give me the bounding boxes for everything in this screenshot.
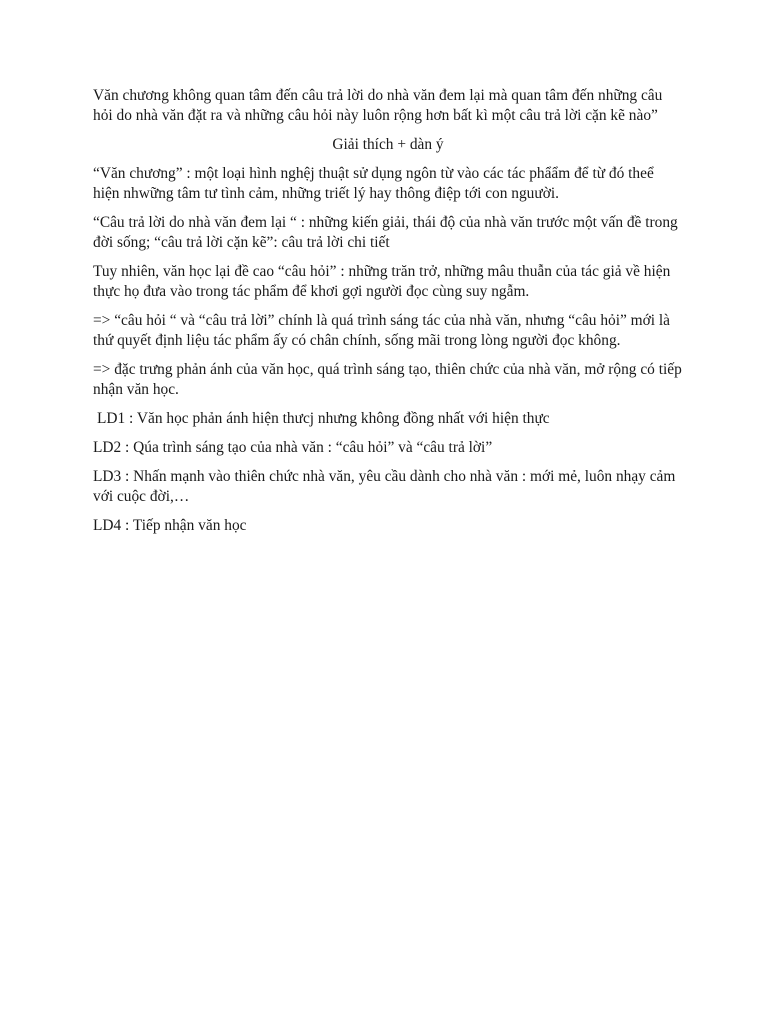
paragraph-definition-cau-tra-loi: “Câu trả lời do nhà văn đem lại “ : những kiến giải, thái độ của nhà văn trước một vấn đề trong đời sống; “câu trả lời cặn kẽ”: câu trả lời chi tiết [93,214,678,251]
document-body [93,86,683,545]
argument-ld2: LD2 : Qúa trình sáng tạo của nhà văn : “câu hỏi” và “câu trả lời” [93,439,493,456]
paragraph-conclusion-1: => “câu hỏi “ và “câu trả lời” chính là quá trình sáng tác của nhà văn, nhưng “câu hỏi” mới là thứ quyết định liệu tác phẩm ấy có chân chính, sống mãi trong lòng người đọc không. [93,312,671,349]
argument-ld4: LD4 : Tiếp nhận văn học [93,517,247,534]
paragraph-cau-hoi: Tuy nhiên, văn học lại đề cao “câu hỏi” : những trăn trở, những mâu thuẫn của tác giả về hiện thực họ đưa vào trong tác phẩm để khơi gợi người đọc cùng suy ngẫm. [93,263,671,300]
argument-ld3: LD3 : Nhấn mạnh vào thiên chức nhà văn, yêu cầu dành cho nhà văn : mới mẻ, luôn nhạy cảm với cuộc đời,… [93,468,676,505]
argument-ld1: LD1 : Văn học phản ánh hiện thưcj nhưng không đồng nhất với hiện thực [97,410,550,427]
paragraph-definition-van-chuong: “Văn chương” : một loại hình nghệj thuật sử dụng ngôn từ vào các tác phẩẩm để từ đó theể hiện nhwững tâm tư tình cảm, những triết lý hay thông điệp tới con nguười. [93,165,654,202]
paragraph-conclusion-2: => đặc trưng phản ánh của văn học, quá trình sáng tạo, thiên chức của nhà văn, mở rộng có tiếp nhận văn học. [93,361,682,398]
section-heading: Giải thích + dàn ý [332,136,444,153]
paragraph-quote: Văn chương không quan tâm đến câu trả lời do nhà văn đem lại mà quan tâm đến những câu hỏi do nhà văn đặt ra và những câu hỏi này luôn rộng hơn bất kì một câu trả lời cặn kẽ nào” [93,87,663,124]
